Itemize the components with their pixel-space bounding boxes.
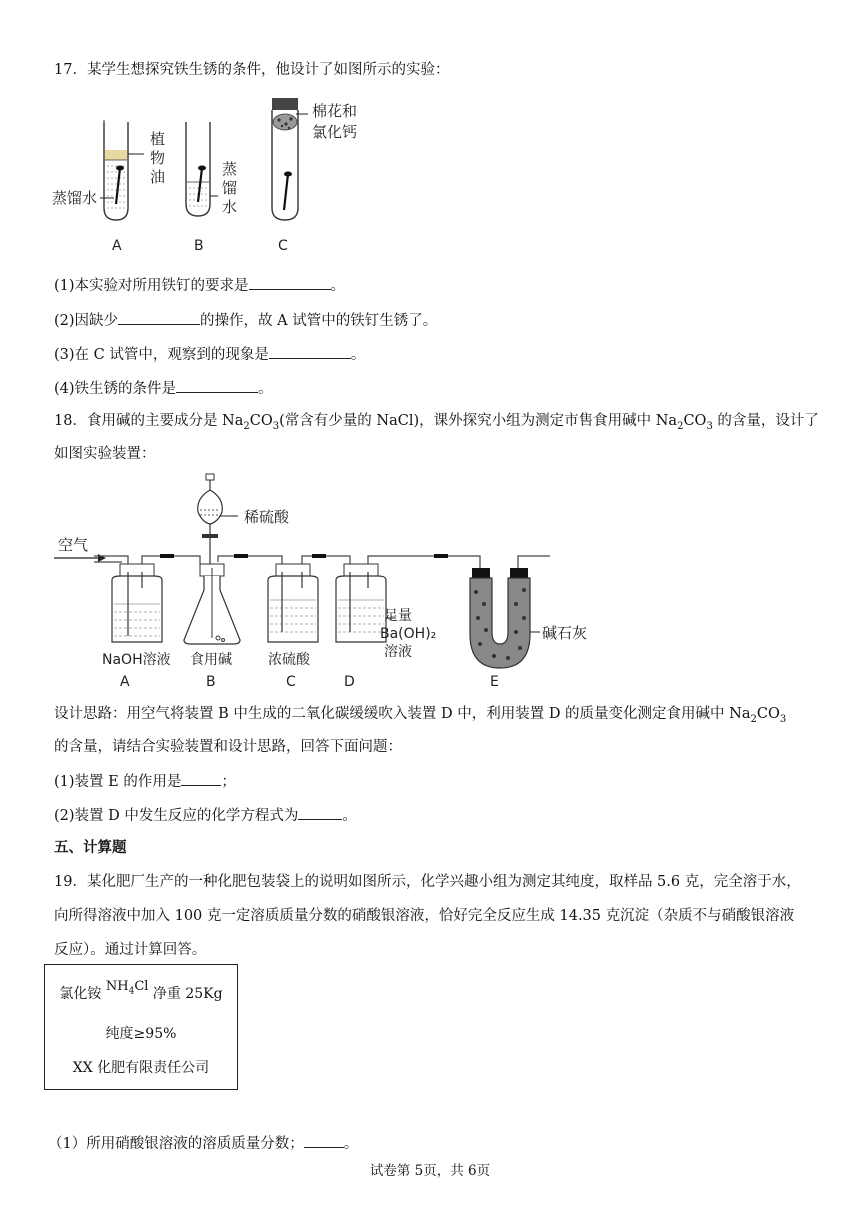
q19-line2: 向所得溶液中加入 100 克一定溶质质量分数的硝酸银溶液，恰好完全反应生成 14.35 克沉淀（杂质不与硝酸银溶液 [54, 908, 795, 924]
u-tube-e [470, 568, 540, 668]
q18-design: 设计思路：用空气将装置 B 中生成的二氧化碳缓缓吹入装置 D 中，利用装置 D 的质量变化测定食用碱中 $Na_2CO_3$ [54, 706, 787, 725]
flask-b [184, 564, 240, 644]
answer-blank[interactable] [269, 344, 351, 359]
tube-label-c: C [278, 238, 288, 254]
label-row-company: XX 化肥有限责任公司 [72, 1060, 210, 1076]
label-baoh-3: 溶液 [384, 644, 412, 660]
tube-a [100, 120, 144, 220]
answer-blank[interactable] [118, 310, 200, 325]
label-air: 空气 [58, 536, 89, 554]
q19-line1: 19．某化肥厂生产的一种化肥包装袋上的说明如图所示，化学兴趣小组为测定其纯度，取样品 5.6 克，完全溶于水， [54, 874, 801, 890]
q19-line3: 反应）。通过计算回答。 [54, 942, 207, 958]
label-water-a: 蒸馏水 [52, 189, 98, 207]
answer-blank[interactable] [249, 275, 331, 290]
q17-sub4: (4)铁生锈的条件是 。 [54, 378, 273, 399]
tube-label-a: A [112, 238, 122, 254]
separatory-funnel [198, 474, 238, 568]
q19-sub1: （1）所用硝酸银溶液的溶质质量分数； 。 [48, 1133, 358, 1154]
answer-blank[interactable] [176, 378, 258, 393]
label-row-purity: 纯度≥95% [105, 1026, 177, 1042]
label-row-name: 氯化铵 $NH_4Cl$ 净重 25Kg [59, 979, 223, 1002]
label-soda: 食用碱 [190, 652, 232, 668]
label-cotton-2: 氯化钙 [312, 123, 358, 141]
device-label-d: D [344, 674, 355, 690]
label-baoh-1: 足量 [384, 608, 412, 624]
bottle-c [268, 564, 318, 642]
label-water-b-3: 水 [222, 198, 238, 216]
device-label-a: A [120, 674, 130, 690]
device-label-c: C [286, 674, 296, 690]
label-naoh: NaOH溶液 [102, 652, 171, 668]
label-baoh-2: Ba(OH)₂ [380, 626, 437, 642]
q18-sub2: (2)装置 D 中发生反应的化学方程式为 。 [54, 805, 357, 826]
q18-sub1: (1)装置 E 的作用是 ； [54, 771, 236, 792]
answer-blank[interactable] [181, 771, 221, 786]
q18-apparatus-figure [50, 472, 588, 694]
label-h2so4: 浓硫酸 [268, 652, 310, 668]
device-label-b: B [206, 674, 216, 690]
q17-figure [50, 92, 370, 258]
q18-design-line2: 的含量，请结合实验装置和设计思路，回答下面问题： [54, 739, 402, 755]
label-acid: 稀硫酸 [244, 508, 290, 526]
answer-blank[interactable] [304, 1133, 344, 1148]
device-label-e: E [490, 674, 499, 690]
q18-stem-line2: 如图实验装置： [54, 446, 156, 462]
q18-stem: 18．食用碱的主要成分是 $Na_2CO_3$(常含有少量的 NaCl)，课外探究小组为测定市售食用碱中 $Na_2CO_3$ 的含量，设计了 [54, 413, 819, 432]
bottle-a [112, 564, 162, 642]
section-heading: 五、计算题 [54, 839, 127, 856]
label-water-b-2: 馏 [222, 179, 238, 197]
label-oil-2: 物 [150, 149, 166, 167]
label-lime: 碱石灰 [542, 624, 588, 642]
tube-c [272, 98, 308, 220]
answer-blank[interactable] [298, 805, 342, 820]
label-oil-3: 油 [150, 168, 166, 186]
q17-sub3: (3)在 C 试管中，观察到的现象是 。 [54, 344, 365, 365]
q17-sub2: (2)因缺少 的操作，故 A 试管中的铁钉生锈了。 [54, 310, 437, 331]
label-cotton-1: 棉花和 [312, 102, 358, 120]
tube-b [186, 122, 218, 216]
q17-stem: 17．某学生想探究铁生锈的条件，他设计了如图所示的实验： [54, 62, 450, 78]
q17-sub1: (1)本实验对所用铁钉的要求是 。 [54, 275, 345, 296]
page-footer: 试卷第 5页，共 6页 [369, 1163, 491, 1179]
label-water-b-1: 蒸 [222, 160, 238, 178]
label-oil-1: 植 [150, 130, 166, 148]
tube-label-b: B [194, 238, 204, 254]
fertilizer-label [44, 964, 238, 1090]
